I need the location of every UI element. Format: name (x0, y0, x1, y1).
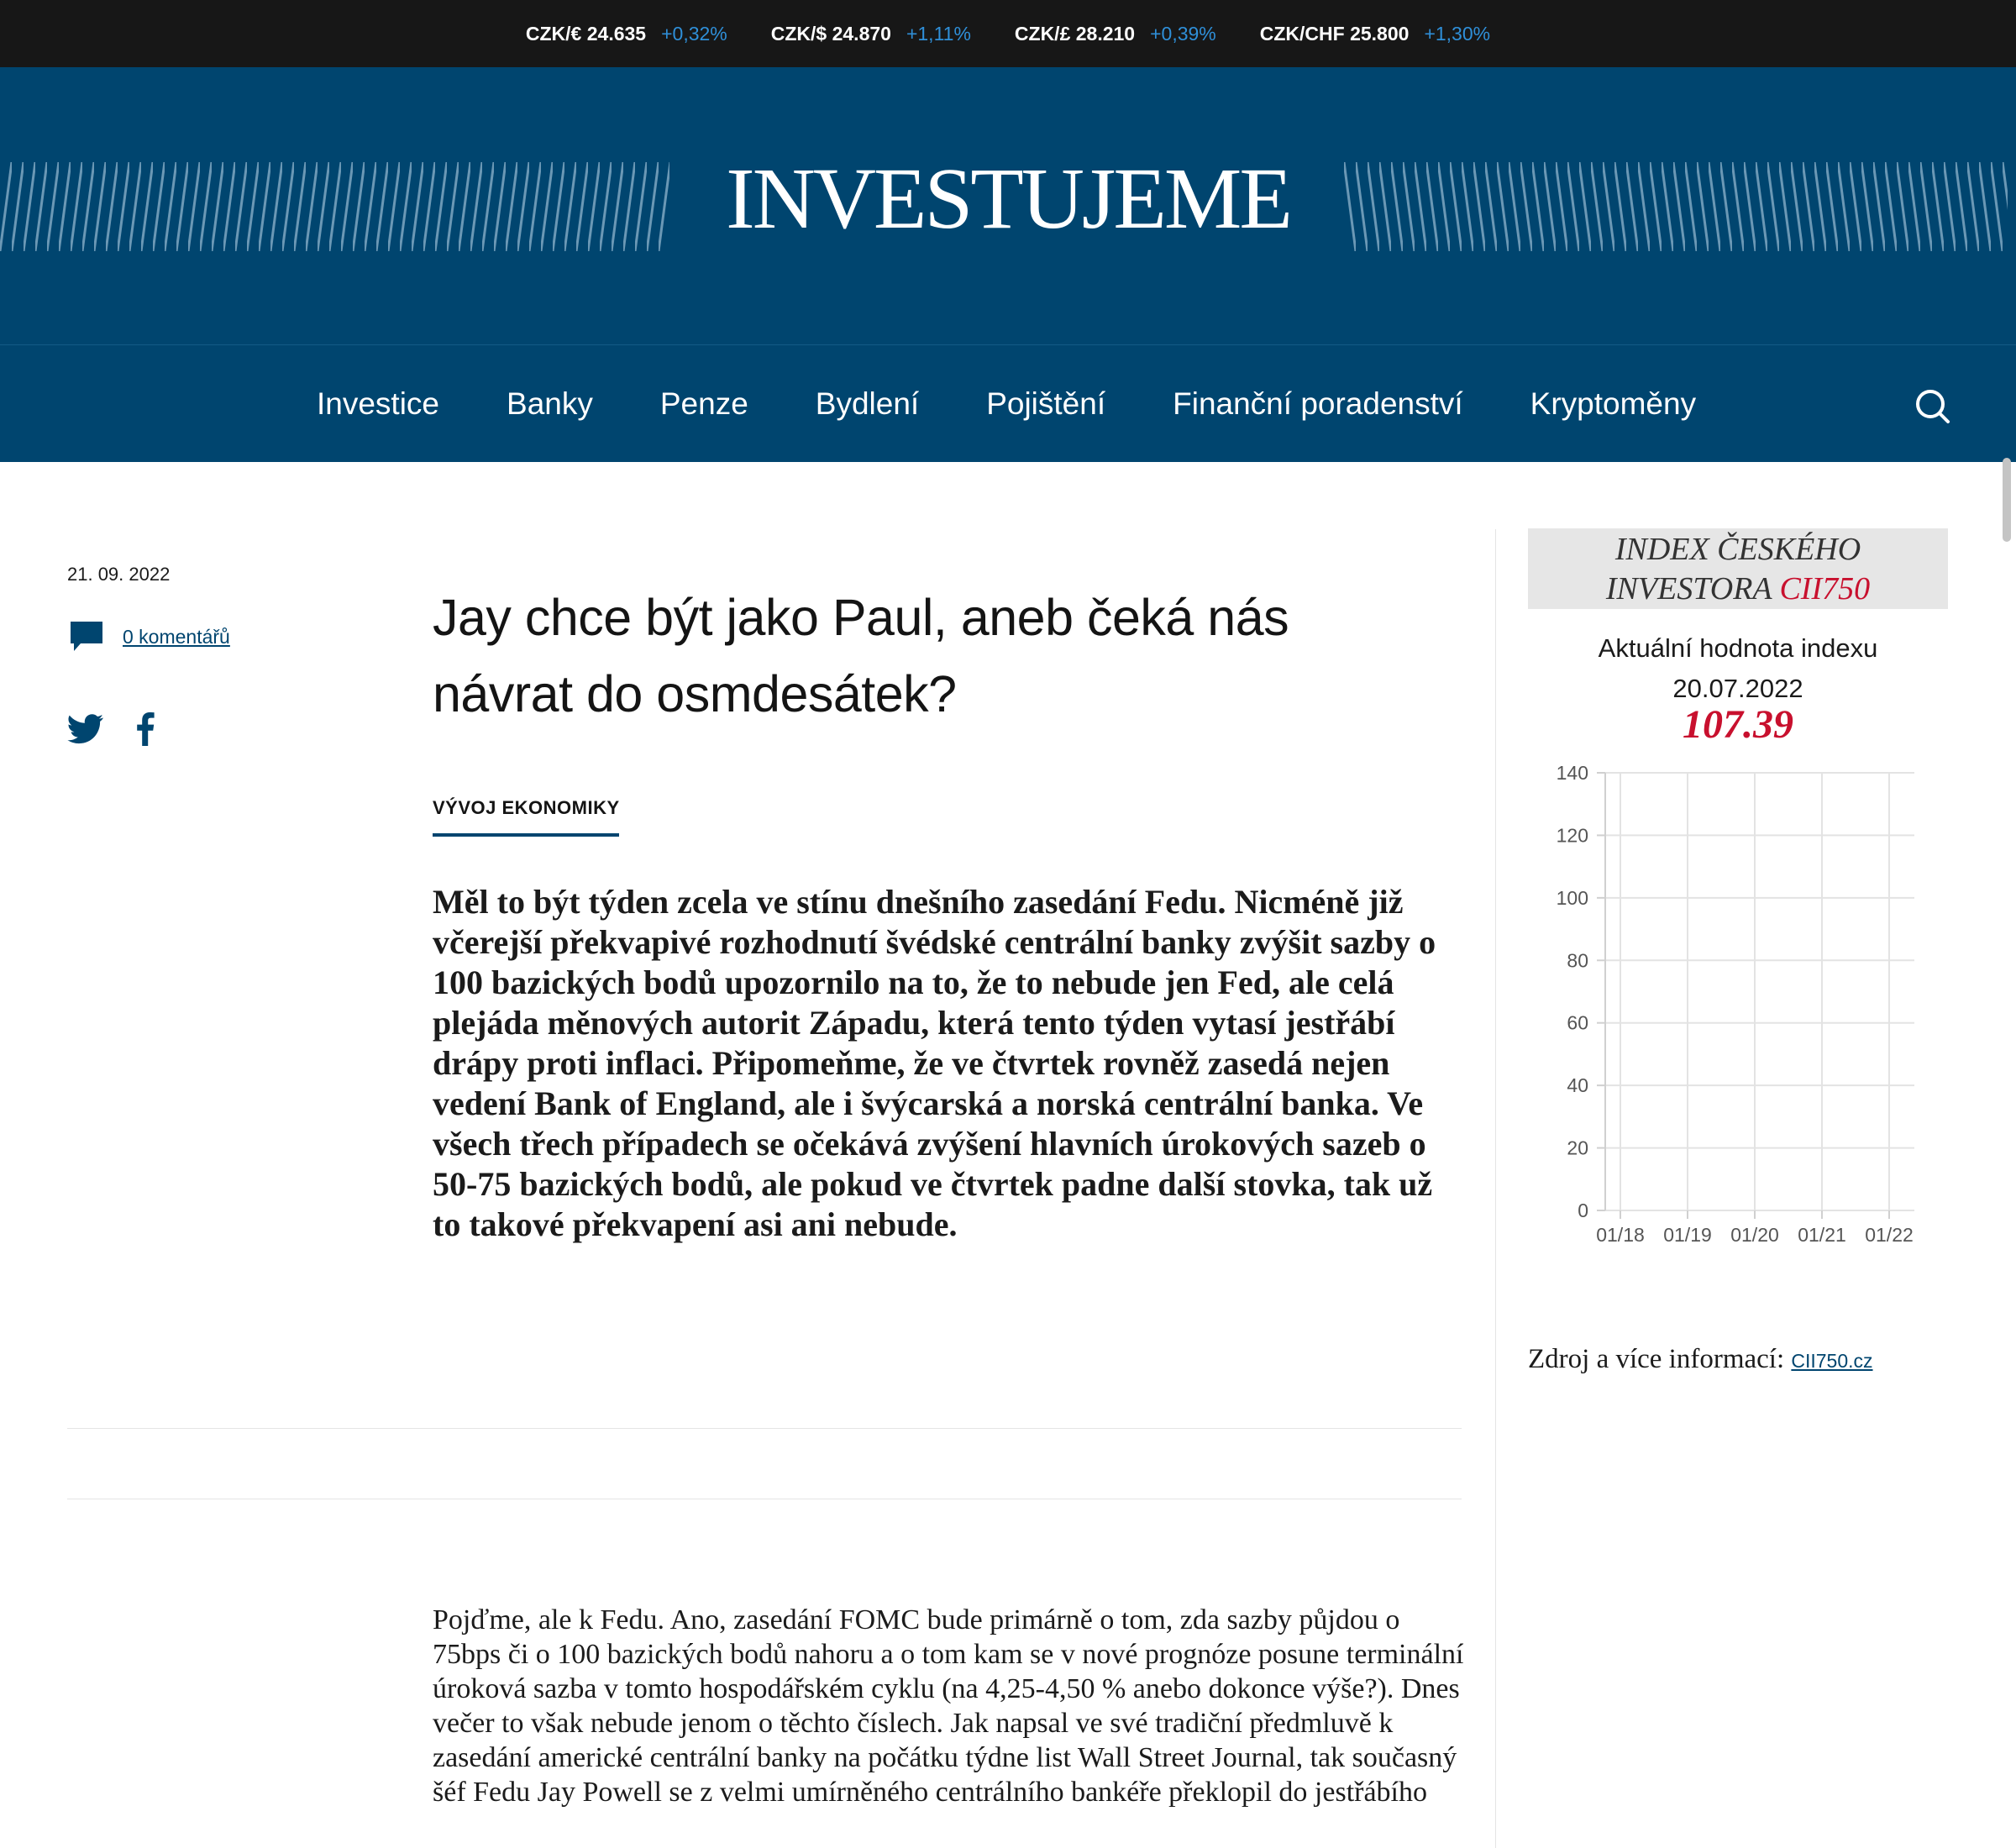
ticker-change: +1,30% (1424, 22, 1491, 45)
widget-title-accent: CII750 (1779, 571, 1871, 606)
nav-item-penze[interactable]: Penze (659, 386, 748, 421)
nav-item-financni-poradenstvi[interactable]: Finanční poradenství (1173, 386, 1463, 421)
ticker-change: +0,32% (661, 22, 727, 45)
y-tick-label: 80 (1567, 949, 1588, 972)
source-label: Zdroj a více informací: (1528, 1344, 1785, 1374)
ticker-item (1260, 23, 1490, 45)
nav-item-pojisteni[interactable]: Pojištění (986, 386, 1106, 421)
comment-icon (69, 620, 104, 654)
ticker-item (771, 23, 971, 45)
index-chart (1528, 752, 1931, 1256)
ticker-item (1015, 23, 1216, 45)
ticker-pair: CZK/$ 24.870 (770, 22, 891, 45)
comments-count[interactable]: 0 komentářů (123, 625, 230, 648)
x-tick-label: 01/20 (1730, 1224, 1779, 1246)
widget-title-line: INDEX ČESKÉHO (1614, 532, 1861, 567)
article-category[interactable]: VÝVOJ EKONOMIKY (433, 797, 620, 818)
ticker-change: +1,11% (906, 22, 971, 45)
widget-subtitle-label: Aktuální hodnota indexu (1598, 633, 1878, 663)
ticker-pair: CZK/£ 28.210 (1014, 22, 1136, 45)
facebook-icon[interactable] (136, 712, 155, 746)
article-title: Jay chce být jako Paul, aneb čeká nás návrat do osmdesátek? (433, 589, 1289, 722)
ticker-pair: CZK/€ 24.635 (525, 22, 647, 45)
x-tick-label: 01/18 (1596, 1224, 1645, 1246)
nav-item-investice[interactable]: Investice (317, 386, 440, 421)
y-tick-label: 140 (1556, 762, 1588, 784)
y-tick-label: 100 (1556, 886, 1588, 909)
sidebar-divider (1495, 529, 1496, 1848)
widget-date: 20.07.2022 (1672, 674, 1803, 703)
article-perex: Měl to být týden zcela ve stínu dnešního zasedání Fedu. Nicméně již včerejší překvapivé rozhodnutí švédské centrální banky zvýšit sazby o 100 bazických bodů upozornilo na to, že to nebude jen Fed, ale celá plejáda měnových autorit Západu, která tento týden vytasí jestřábí drápy proti inflaci. Připomeňme, že ve čtvrtek rovněž zasedá nejen vedení Bank of England, ale i švýcarská a norská centrální banka. Ve všech třech případech se očekává zvýšení hlavních úrokových sazeb o 50-75 bazických bodů, ale pokud ve čtvrtek padne další stovka, tak už to takové překvapení asi ani nebude. (433, 883, 1436, 1243)
widget-title-line (1528, 570, 1948, 609)
x-tick-label: 01/19 (1663, 1224, 1712, 1246)
x-tick-label: 01/22 (1865, 1224, 1914, 1246)
masthead (0, 67, 2016, 344)
x-tick-label: 01/21 (1798, 1224, 1846, 1246)
y-tick-label: 60 (1567, 1011, 1588, 1034)
twitter-icon[interactable] (67, 714, 104, 744)
source-info (1528, 1344, 1873, 1375)
y-tick-label: 120 (1556, 824, 1588, 847)
comments-link[interactable] (69, 620, 230, 654)
source-link[interactable]: CII750.cz (1791, 1350, 1873, 1372)
divider (67, 1428, 1462, 1429)
ticker-pair: CZK/CHF 25.800 (1259, 22, 1410, 45)
ticker-item (526, 23, 727, 45)
widget-title-word: INVESTORA (1605, 571, 1772, 606)
index-widget-title (1528, 528, 1948, 609)
nav-item-kryptomeny[interactable]: Kryptoměny (1530, 386, 1697, 421)
currency-ticker (0, 0, 2016, 67)
search-icon[interactable] (1914, 387, 1950, 424)
category-underline (433, 833, 619, 837)
nav-item-bydleni[interactable]: Bydlení (815, 386, 920, 421)
scrollbar-thumb[interactable] (2003, 458, 2011, 542)
nav-list (317, 345, 1696, 463)
article-date: 21. 09. 2022 (67, 564, 171, 585)
y-tick-label: 0 (1578, 1200, 1588, 1221)
index-value: 107.39 (1683, 702, 1793, 747)
index-widget-subtitle (1528, 628, 1948, 709)
y-tick-label: 20 (1567, 1137, 1588, 1159)
y-tick-label: 40 (1567, 1074, 1588, 1097)
ticker-change: +0,39% (1150, 22, 1216, 45)
nav-item-banky[interactable]: Banky (507, 386, 593, 421)
site-logo[interactable]: INVESTUJEME (726, 150, 1290, 247)
share-buttons (67, 712, 155, 746)
article-body: Pojďme, ale k Fedu. Ano, zasedání FOMC bude primárně o tom, zda sazby půjdou o 75bps či o 100 bazických bodů nahoru a o tom kam se v nové prognóze posune terminální úroková sazba v tomto hospodářském cyklu (na 4,25-4,50 % anebo dokonce výše?). Dnes večer to však nebude jenom o těchto číslech. Jak napsal ve své tradiční předmluvě k zasedání americké centrální banky na počátku týdne list Wall Street Journal, tak současný šéf Fedu Jay Powell se z velmi umírněného centrálního bankéře překlopil do jestřábího (433, 1604, 1464, 1808)
main-navigation (0, 344, 2016, 462)
